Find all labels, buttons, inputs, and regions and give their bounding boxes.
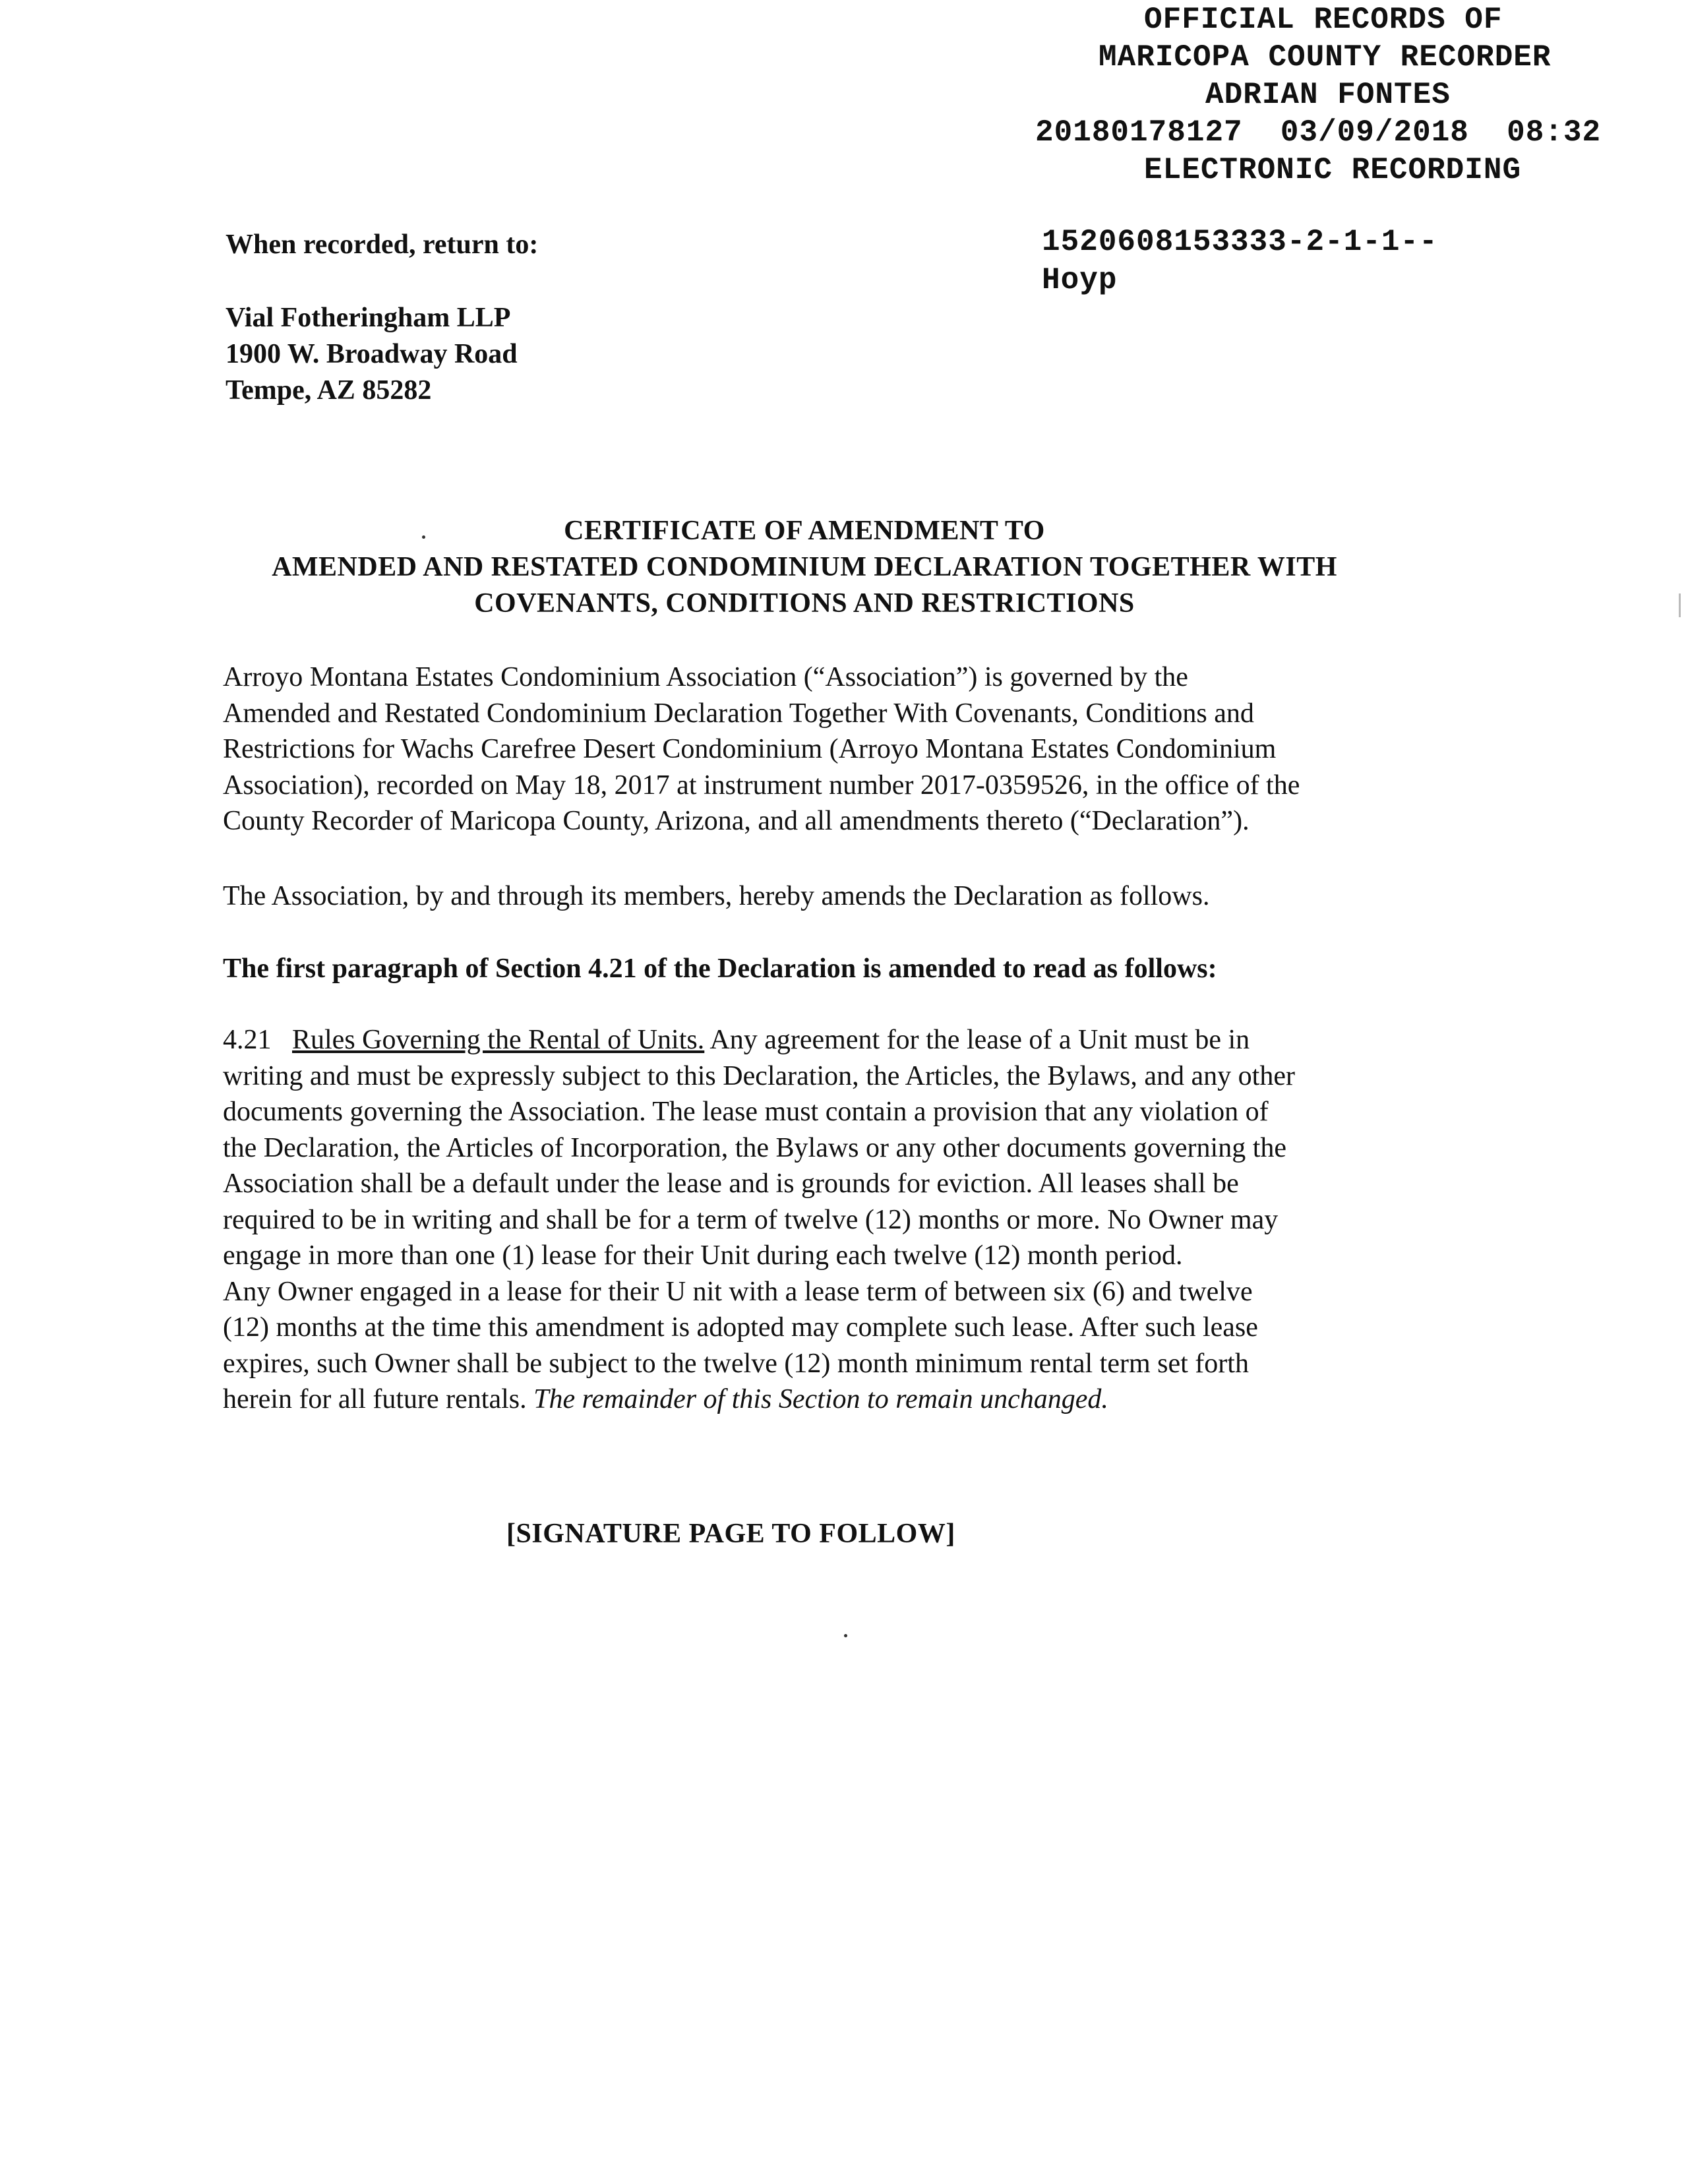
title-line: CERTIFICATE OF AMENDMENT TO — [564, 516, 1045, 546]
return-street: 1900 W. Broadway Road — [226, 339, 518, 369]
scan-speck — [422, 535, 425, 539]
recorder-line: OFFICIAL RECORDS OF — [1144, 3, 1503, 37]
section-line: the Declaration, the Articles of Incorporation, the Bylaws or any other documents governing the — [223, 1132, 1287, 1163]
return-address-block — [226, 227, 538, 409]
section-number: 4.21 — [223, 1025, 272, 1055]
section-first-line — [223, 1022, 1456, 1058]
recorder-line: ADRIAN FONTES — [1205, 78, 1451, 112]
section-line: Association shall be a default under the lease and is grounds for eviction. All leases shall be — [223, 1168, 1239, 1199]
section-line: writing and must be expressly subject to this Declaration, the Articles, the Bylaws, and any other — [223, 1060, 1295, 1091]
section-line: documents governing the Association. The lease must contain a provision that any violation of — [223, 1097, 1269, 1127]
section-heading: Rules Governing the Rental of Units. — [292, 1025, 705, 1055]
paragraph-line: Amended and Restated Condominium Declaration Together With Covenants, Conditions and — [223, 698, 1254, 729]
document-id-number: 1520608153333-2-1-1-- — [1042, 225, 1438, 259]
paragraph-line: Restrictions for Wachs Carefree Desert Condominium (Arroyo Montana Estates Condominium — [223, 734, 1277, 764]
amendment-statement — [223, 878, 1456, 915]
recorder-line: MARICOPA COUNTY RECORDER — [1099, 40, 1552, 75]
section-line: required to be in writing and shall be for a term of twelve (12) months or more. No Owner may — [223, 1204, 1279, 1235]
recorder-line: ELECTRONIC RECORDING — [1144, 153, 1522, 187]
section-line: Any Owner engaged in a lease for their U nit with a lease term of between six (6) and twelve — [223, 1276, 1253, 1307]
section-last-line — [223, 1381, 1456, 1418]
title-line: AMENDED AND RESTATED CONDOMINIUM DECLARATION TOGETHER WITH — [272, 552, 1337, 582]
return-name: Vial Fotheringham LLP — [226, 303, 511, 333]
paragraph-line: The first paragraph of Section 4.21 of the Declaration is amended to read as follows: — [223, 954, 1217, 984]
section-line: expires, such Owner shall be subject to the twelve (12) month minimum rental term set forth — [223, 1348, 1249, 1379]
document-id — [1042, 223, 1438, 299]
amendment-heading — [223, 951, 1456, 987]
return-city: Tempe, AZ 85282 — [226, 375, 432, 406]
title-line: COVENANTS, CONDITIONS AND RESTRICTIONS — [474, 588, 1135, 619]
paragraph-line: Association), recorded on May 18, 2017 at instrument number 2017-0359526, in the office of the — [223, 770, 1300, 801]
section-line: engage in more than one (1) lease for their Unit during each twelve (12) month period. — [223, 1240, 1183, 1271]
recorder-stamp — [1015, 1, 1675, 189]
section-4-21 — [223, 1022, 1456, 1418]
section-unchanged-note: The remainder of this Section to remain unchanged. — [533, 1384, 1108, 1414]
return-label: When recorded, return to: — [226, 229, 539, 260]
paragraph-line: Arroyo Montana Estates Condominium Association (“Association”) is governed by the — [223, 662, 1188, 692]
document-id-code: Hoyp — [1042, 263, 1118, 297]
recording-number-date-time: 20180178127 03/09/2018 08:32 — [1035, 115, 1602, 150]
scan-edge-mark — [1679, 593, 1681, 617]
scan-speck — [844, 1634, 847, 1637]
intro-paragraph — [223, 659, 1456, 839]
section-line-rest: Any agreement for the lease of a Unit must be in — [704, 1025, 1250, 1055]
paragraph-line: County Recorder of Maricopa County, Arizona, and all amendments thereto (“Declaration”). — [223, 806, 1250, 836]
section-line-start: herein for all future rentals. — [223, 1384, 534, 1414]
document-title — [165, 513, 1444, 622]
signature-page-note: [SIGNATURE PAGE TO FOLLOW] — [506, 1519, 955, 1549]
paragraph-line: The Association, by and through its members, hereby amends the Declaration as follows. — [223, 881, 1210, 911]
section-line: (12) months at the time this amendment is adopted may complete such lease. After such lease — [223, 1312, 1258, 1343]
